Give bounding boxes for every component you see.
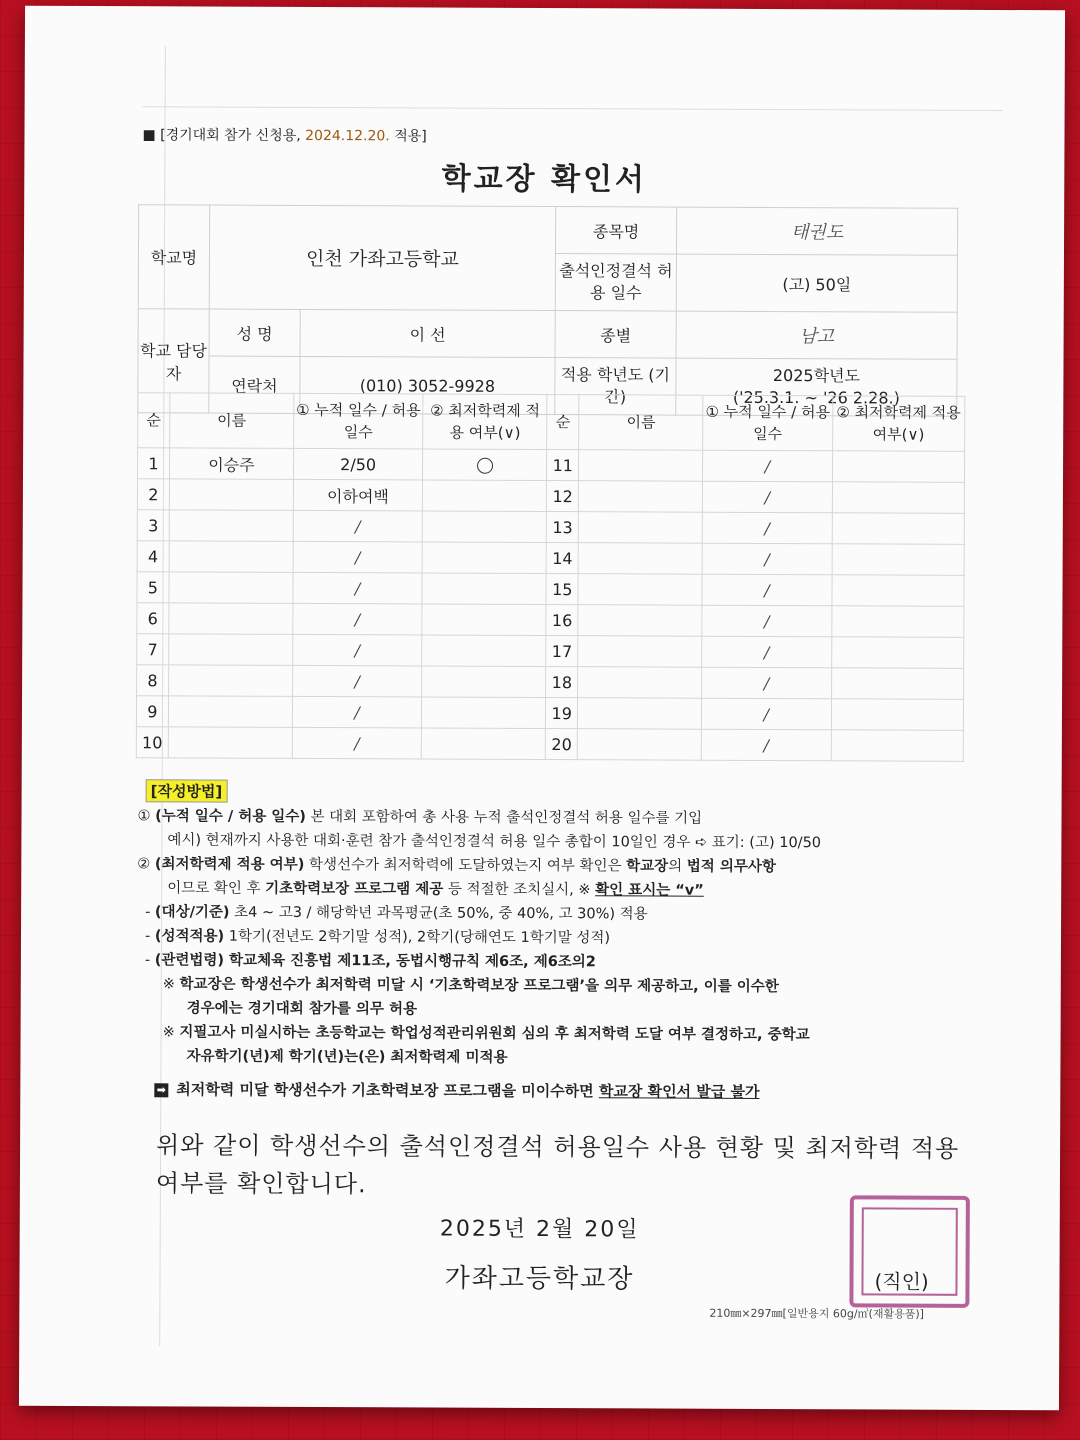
table-row — [137, 665, 964, 700]
min-cell-2 — [831, 606, 964, 638]
confirm-text: 위와 같이 학생선수의 출석인정결석 허용일수 사용 현황 및 최저학력 적용 여부를 확인합니다. — [155, 1131, 960, 1199]
remark-2-line1: 지필고사 미실시하는 초등학교는 학업성적관리위원회 심의 후 최저학력 도달 여부 결정하고, 중학교 — [179, 1024, 810, 1044]
year-value: 2025학년도 — [772, 366, 861, 386]
min-cell — [422, 542, 546, 574]
note-2-bold2: 학교장 — [626, 858, 669, 875]
name-cell-2 — [578, 636, 702, 668]
notes-section — [136, 804, 967, 1072]
no-cell-2: 13 — [547, 512, 579, 543]
days-cell: / — [293, 572, 422, 604]
days-cell: 2/50 — [293, 448, 422, 480]
col-days-2: ① 누적 일수 / 허용 일수 — [703, 395, 833, 451]
bullet-2-text: 1학기(전년도 2학기말 성적), 2학기(당해연도 1학기말 성적) — [228, 928, 611, 947]
min-cell — [421, 728, 545, 760]
min-cell-2 — [832, 544, 965, 576]
table-row — [136, 727, 963, 762]
method-title: [작성방법] — [146, 779, 228, 802]
name-value: 이 선 — [300, 309, 555, 357]
bullet-1: - (대상/기준) 초4 ~ 고3 / 해당학년 과목평균(초 50%, 중 40%, 고 30%) 적용 — [145, 904, 648, 923]
manager-label: 학교 담당자 — [138, 309, 209, 413]
no-cell-2: 14 — [546, 543, 578, 574]
days-cell: / — [292, 665, 421, 697]
remark-2-mark: ※ — [162, 1024, 175, 1041]
days-cell-2: / — [703, 450, 832, 482]
days-cell-2: / — [702, 698, 831, 730]
table-row — [136, 696, 963, 731]
school-info-table — [137, 204, 958, 417]
min-cell — [422, 697, 546, 729]
name-cell — [168, 727, 292, 759]
table-row — [137, 479, 964, 514]
bullet-2: - (성적적용) 1학기(전년도 2학기말 성적), 2학기(당해연도 1학기말 성적) — [144, 928, 611, 947]
margin-line — [143, 106, 1003, 111]
header-line — [142, 124, 426, 145]
no-cell-2: 17 — [546, 636, 578, 667]
contact-label: 연락처 — [209, 356, 300, 413]
bullet-3-bold: (관련법령) 학교체육 진흥법 제11조, 동법시행규칙 제6조, 제6조의2 — [154, 952, 596, 971]
note-2-line2a: 이므로 확인 후 — [167, 880, 261, 897]
note-2-mark: ② — [137, 856, 151, 873]
no-cell: 3 — [137, 510, 169, 541]
paper-spec-footer: 210㎜×297㎜[일반용지 60g/㎡(재활용품)] — [709, 1306, 924, 1321]
no-cell: 5 — [137, 572, 169, 603]
no-cell-2: 12 — [547, 481, 579, 512]
remark-1-mark: ※ — [162, 976, 175, 993]
name-cell — [169, 479, 293, 511]
table-row — [137, 541, 964, 576]
days-cell: / — [293, 510, 422, 542]
days-cell: / — [293, 634, 422, 666]
no-cell-2: 19 — [546, 698, 578, 729]
days-cell: / — [293, 541, 422, 573]
no-cell: 10 — [136, 727, 168, 758]
min-cell-2 — [831, 730, 964, 762]
name-cell-2 — [577, 729, 701, 761]
gender-value: 남고 — [676, 311, 957, 359]
arrow-box-icon: ➡ — [154, 1083, 168, 1097]
no-cell-2: 15 — [546, 574, 578, 605]
min-cell — [422, 666, 546, 698]
document-paper — [19, 6, 1065, 1411]
note-1 — [137, 804, 967, 832]
contact-value: (010) 3052-9928 — [300, 356, 555, 414]
event-value: 태권도 — [676, 207, 957, 255]
table-row — [137, 634, 964, 669]
min-cell-2 — [832, 451, 965, 483]
name-cell-2 — [578, 543, 702, 575]
remark-1-line1: 학교장은 학생선수가 최저학력 미달 시 ‘기초학력보장 프로그램’을 의무 제공하고, 이를 이수한 — [179, 976, 779, 996]
col-no: 순 — [138, 393, 170, 448]
note-2-bold4: 기초학력보장 프로그램 제공 — [265, 880, 444, 898]
remark-1 — [137, 972, 967, 1000]
days-cell-2: / — [702, 667, 831, 699]
days-cell-2: / — [702, 543, 831, 575]
name-cell-2 — [578, 512, 702, 544]
header-label: [경기대회 참가 신청용, — [160, 127, 301, 144]
note-2 — [137, 852, 967, 880]
table-row — [137, 603, 964, 638]
header-bullet: ■ — [142, 127, 156, 144]
note-1-mark: ① — [137, 808, 151, 825]
name-cell — [169, 603, 293, 635]
allow-value: (고) 50일 — [676, 254, 957, 312]
col-name-2: 이름 — [579, 395, 703, 451]
col-name: 이름 — [169, 393, 293, 449]
note-2-bold5: 확인 표시는 “v” — [595, 882, 704, 899]
col-min-2: ② 최저학력제 적용 여부(∨) — [832, 396, 965, 452]
note-2-text2: 의 — [668, 858, 683, 875]
name-cell-2 — [579, 481, 703, 513]
school-value: 인천 가좌고등학교 — [209, 205, 555, 311]
no-cell: 6 — [137, 603, 169, 634]
name-cell-2 — [579, 450, 703, 482]
circle-mark-icon — [477, 458, 493, 474]
days-cell-2: / — [703, 512, 832, 544]
no-cell-2: 16 — [546, 605, 578, 636]
col-days: ① 누적 일수 / 허용 일수 — [294, 393, 424, 449]
arrow-note — [154, 1078, 759, 1102]
bullet-2-bold: (성적적용) — [154, 928, 225, 945]
school-label: 학교명 — [138, 205, 209, 309]
min-cell — [423, 449, 547, 481]
allow-label: 출석인정결석 허용 일수 — [555, 254, 676, 312]
date-line: 2025년 2월 20일 — [439, 1216, 640, 1243]
no-cell-2: 20 — [546, 729, 578, 760]
remark-1-line2 — [137, 996, 967, 1024]
min-cell-2 — [832, 513, 965, 545]
year-period: ('25.3.1. ~ '26 2.28.) — [732, 387, 900, 408]
name-cell — [169, 572, 293, 604]
min-cell-2 — [831, 637, 964, 669]
min-cell-2 — [831, 699, 964, 731]
no-cell: 7 — [137, 634, 169, 665]
days-cell: / — [293, 603, 422, 635]
col-min: ② 최저학력제 적용 여부(∨) — [423, 394, 547, 450]
min-cell — [422, 511, 546, 543]
gender-label: 종별 — [555, 311, 676, 359]
days-cell: / — [292, 696, 421, 728]
days-cell-2: / — [702, 605, 831, 637]
days-cell-2: / — [703, 481, 832, 513]
no-cell-2: 11 — [547, 450, 579, 481]
document-title: 학교장 확인서 — [441, 161, 648, 198]
arrow-note-emphasis: 학교장 확인서 발급 불가 — [598, 1082, 760, 1101]
name-cell-2 — [578, 667, 702, 699]
note-1-bold: (누적 일수 / 허용 일수) — [155, 808, 306, 825]
min-cell — [422, 573, 546, 605]
no-cell-2: 18 — [546, 667, 578, 698]
days-cell-2: / — [702, 729, 831, 761]
min-cell — [422, 604, 546, 636]
note-2-line2b: 등 적절한 조치실시, ※ — [447, 881, 591, 899]
remark-2-line2-text: 자유학기(년)제 학기(년)는(은) 최저학력제 미적용 — [186, 1048, 508, 1066]
name-cell: 이승주 — [169, 448, 293, 480]
no-cell: 1 — [137, 448, 169, 479]
days-cell-2: / — [702, 574, 831, 606]
table-row — [137, 572, 964, 607]
name-cell — [168, 634, 292, 666]
athlete-grid — [136, 392, 966, 762]
name-cell — [169, 541, 293, 573]
table-row — [137, 510, 964, 545]
min-cell-2 — [832, 575, 965, 607]
table-row — [137, 448, 964, 483]
arrow-note-text: 최저학력 미달 학생선수가 기초학력보장 프로그램을 미이수하면 — [176, 1080, 594, 1101]
col-no-2: 순 — [547, 395, 579, 450]
min-cell — [423, 480, 547, 512]
min-cell-2 — [832, 482, 965, 514]
bullet-3: - (관련법령) 학교체육 진흥법 제11조, 동법시행규칙 제6조, 제6조의2 — [144, 952, 596, 971]
principal-name: 가좌고등학교장 — [444, 1263, 635, 1295]
note-2-text: 학생선수가 최저학력에 도달하였는지 여부 확인은 — [308, 856, 622, 875]
name-cell — [168, 665, 292, 697]
name-label: 성 명 — [209, 309, 300, 356]
min-cell — [422, 635, 546, 667]
note-2-line2 — [137, 876, 967, 904]
note-2-bold3: 법적 의무사항 — [686, 858, 776, 876]
no-cell: 4 — [137, 541, 169, 572]
seal-label: (직인) — [874, 1269, 929, 1294]
days-cell: 이하여백 — [293, 479, 422, 511]
no-cell: 2 — [137, 479, 169, 510]
note-1-text: 본 대회 포함하여 총 사용 누적 출석인정결석 허용 일수를 기입 — [310, 808, 703, 827]
note-2-bold: (최저학력제 적용 여부) — [154, 856, 305, 873]
name-cell-2 — [578, 574, 702, 606]
name-cell-2 — [578, 605, 702, 637]
name-cell-2 — [578, 698, 702, 730]
name-cell — [169, 510, 293, 542]
remark-2 — [137, 1020, 967, 1048]
days-cell: / — [292, 727, 421, 759]
note-1-example: 예시) 현재까지 사용한 대회·훈련 참가 출석인정결석 허용 일수 총합이 10일인 경우 ➪ 표기: (고) 10/50 — [167, 832, 822, 852]
header-suffix: 적용] — [394, 128, 427, 145]
header-date: 2024.12.20. — [305, 127, 390, 145]
year-label: 적용 학년도 (기간) — [555, 358, 676, 416]
remark-2-line2 — [136, 1044, 966, 1072]
remark-1-line2-text: 경우에는 경기대회 참가를 의무 허용 — [186, 1000, 418, 1018]
days-cell-2: / — [702, 636, 831, 668]
bullet-1-text: 초4 ~ 고3 / 해당학년 과목평균(초 50%, 중 40%, 고 30%) 적용 — [234, 904, 648, 923]
no-cell: 8 — [137, 665, 169, 696]
bullet-1-bold: (대상/기준) — [154, 904, 230, 921]
no-cell: 9 — [136, 696, 168, 727]
event-label: 종목명 — [555, 207, 676, 255]
name-cell — [168, 696, 292, 728]
min-cell-2 — [831, 668, 964, 700]
